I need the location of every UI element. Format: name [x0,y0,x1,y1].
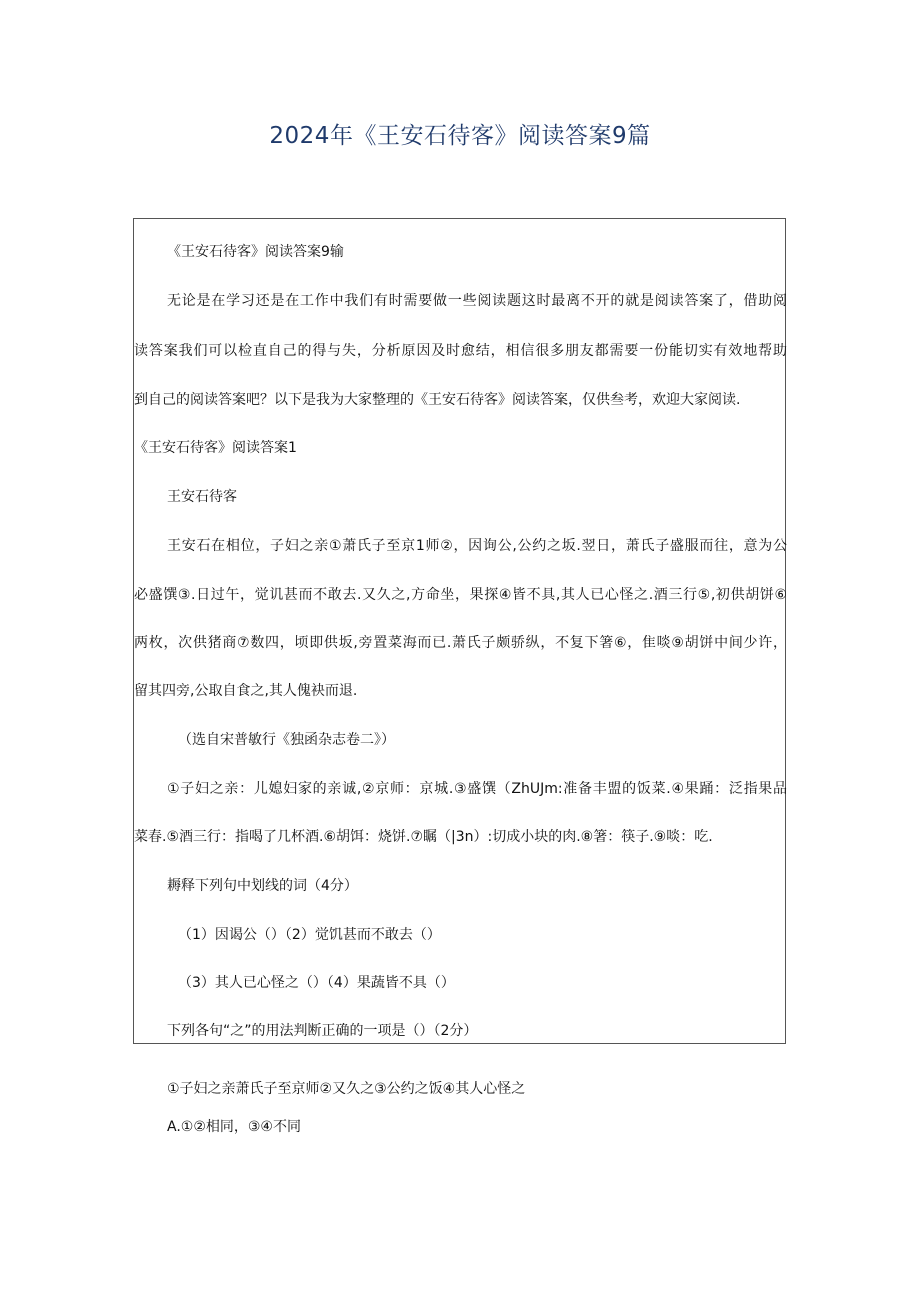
box-line-10: 留其四旁,公取自食之,其人傀袂而退. [134,683,358,699]
box-line-17: 下列各句“之”的用法判断正确的一项是（）（2分） [167,1023,478,1039]
box-line-16: （3）其人已心怪之（）（4）果蔬皆不具（） [178,975,455,991]
box-line-3: 读答案我们可以检直自己的得与失，分析原因及时愈结，相信很多朋友都需要一份能切实有效地帮助 [134,343,787,359]
box-line-14: 耨释下列句中划线的词（4分） [167,878,358,894]
box-line-7: 王安石在相位，子妇之亲①萧氏子至京1师②，因询公,公约之坂.翌日，萧氏子盛服而往，意为公 [167,538,787,554]
below-line-2: A.①②相同，③④不同 [167,1119,301,1135]
below-line-1: ①子妇之亲萧氏子至京师②又久之③公约之饭④其人心怪之 [167,1081,526,1097]
box-line-6: 王安石待客 [167,489,237,505]
box-line-2: 无论是在学习还是在工作中我们有时需要做一些阅读题这时最离不开的就是阅读答案了，借助阅 [167,293,787,309]
box-line-8: 必盛馔③.日过午，觉讥甚而不敢去.又久之,方命坐，果探④皆不具,其人已心怪之.酒三行⑤,初供胡饼⑥ [134,587,787,603]
box-line-15: （1）因谒公（）（2）觉饥甚而不敢去（） [178,927,441,943]
box-line-1: 《王安石待客》阅读答案9输 [167,244,344,260]
box-line-13: 菜春.⑤酒三行：指喝了几杯酒.⑥胡饵：烧饼.⑦瞩（|3n）:切成小块的肉.⑧箸：筷子.⑨啖：吃. [134,829,713,845]
box-line-12: ①子妇之亲：儿媳妇家的亲诚,②京师：京城.③盛馔（ZhUJm:准备丰盟的饭菜.④果踊：泛指果品 [167,781,787,797]
box-line-9: 两枚，次供猪商⑦数四，顷即供坂,旁置菜海而已.萧氏子颇骄纵，不复下箸⑥，隹啖⑨胡饼中间少许， [134,635,787,651]
box-line-5: 《王安石待客》阅读答案1 [134,440,297,456]
box-line-4: 到自己的阅读答案吧？以下是我为大家整理的《王安石待客》阅读答案，仅供叁考，欢迎大家阅读. [134,392,741,408]
page-title: 2024年《王安石待客》阅读答案9篇 [269,123,651,149]
box-line-11: （选自宋普敏行《独函杂志卷二》） [178,732,395,748]
